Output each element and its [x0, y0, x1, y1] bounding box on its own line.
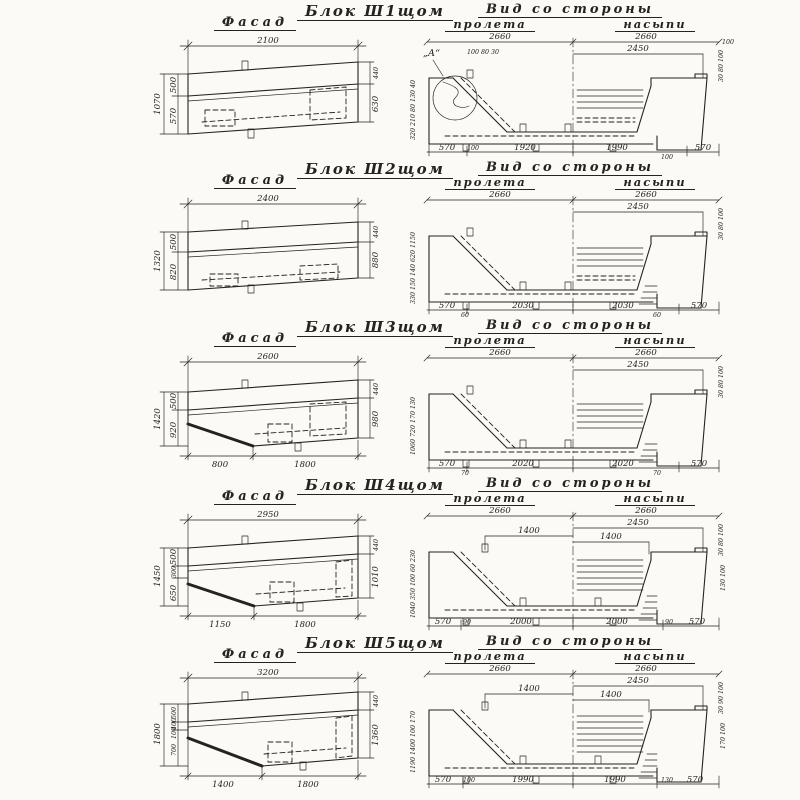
dim-bottom-1: 570	[438, 143, 456, 153]
dim-bottom-4: 570	[690, 301, 708, 311]
side-drawing-sh1	[405, 32, 735, 160]
facade-label: Фасад	[180, 489, 330, 504]
side-panel	[405, 160, 735, 318]
col-embankment-label: насыпи	[615, 649, 694, 664]
dim-left-2: 300	[171, 565, 178, 579]
dim-bottom-3: 2000	[510, 617, 532, 627]
dim-bottom-2: 100	[466, 145, 480, 152]
facade-drawing-sh4	[150, 504, 385, 639]
facade-panel	[150, 2, 385, 165]
dim-left-2: 920	[169, 421, 179, 439]
block-title-text: Блок Ш3щом	[297, 318, 453, 337]
block-title-text: Блок Ш5щом	[297, 634, 453, 653]
dim-bottom-3: 1990	[512, 775, 534, 785]
block-title	[270, 634, 480, 652]
dim-bottom-left: 1400	[212, 780, 234, 790]
col-span-label: пролета	[445, 333, 534, 348]
dim-bottom-right: 1800	[294, 460, 316, 470]
facade-drawing-sh5	[150, 662, 385, 797]
block-title	[270, 2, 480, 20]
dim-left-4: 700	[171, 743, 178, 757]
right-small-dims: 30 80 100	[718, 207, 725, 241]
side-drawing-sh2	[405, 190, 735, 318]
dim-inner-span: 2450	[627, 676, 649, 686]
side-panel	[405, 2, 735, 160]
dim-left-1: 500	[169, 76, 179, 94]
col-embankment-label: насыпи	[615, 17, 694, 32]
dim-bottom-1: 570	[434, 775, 452, 785]
dim-inner-span: 2450	[627, 44, 649, 54]
dim-left-total: 1320	[153, 250, 163, 272]
right-note: 100	[722, 39, 735, 46]
side-panel	[405, 318, 735, 476]
dim-bottom-5: 130	[660, 777, 674, 784]
dim-bottom-3: 2020	[612, 459, 634, 469]
block-section-sh5	[0, 634, 800, 792]
dim-bottom-5: 570	[694, 143, 712, 153]
side-view-heading: Вид со стороны	[405, 476, 735, 491]
block-title-text: Блок Ш4щом	[297, 476, 453, 495]
right-small-dims: 30 80 100	[718, 49, 725, 83]
dim-bottom-6: 570	[686, 775, 704, 785]
right-small-dims: 30 80 100	[718, 523, 725, 557]
dim-bottom-1: 570	[438, 459, 456, 469]
col-span-label: пролета	[445, 491, 534, 506]
dim-left-2: 820	[169, 263, 179, 281]
dim-left-2: 570	[169, 107, 179, 125]
dim-loop-right: 1400	[600, 532, 622, 542]
dim-left-total: 1800	[153, 723, 163, 745]
block-section-sh2	[0, 160, 800, 318]
facade-panel	[150, 160, 385, 323]
facade-label: Фасад	[180, 15, 330, 30]
left-small-dims: 1060 720 170 130	[410, 396, 417, 456]
block-section-sh4	[0, 476, 800, 634]
dim-left-3: 100	[171, 726, 178, 740]
dim-bottom-4: 2000	[606, 617, 628, 627]
dim-inner-span: 2450	[627, 360, 649, 370]
dim-left-3: 650	[169, 584, 179, 602]
left-small-dims: 330 150 140 620 1150	[410, 231, 417, 305]
right-small-dims: 30 90 100	[718, 681, 725, 715]
facade-drawing-sh2	[150, 188, 385, 323]
dim-facade-width: 3200	[257, 668, 279, 678]
facade-panel	[150, 318, 385, 481]
block-title	[270, 476, 480, 494]
detail-dims: 100 80 30	[467, 49, 500, 56]
dim-bottom-4: 1990	[606, 143, 628, 153]
dim-bottom-2: 90	[462, 619, 472, 626]
dim-left-1: 500	[171, 706, 178, 720]
dim-facade-width: 2400	[257, 194, 279, 204]
dim-inner-span: 2450	[627, 518, 649, 528]
dim-bottom-4: 570	[690, 459, 708, 469]
side-panel	[405, 634, 735, 792]
dim-facade-width: 2100	[257, 36, 279, 46]
dim-bottom-3: 2030	[612, 301, 634, 311]
dim-right-2: 1360	[371, 724, 381, 746]
facade-panel	[150, 634, 385, 797]
dim-loop-left: 1400	[518, 684, 540, 694]
block-title-text: Блок Ш2щом	[297, 160, 453, 179]
dim-span-left: 2660	[489, 348, 511, 358]
dim-right-2: 1010	[371, 566, 381, 588]
col-span-label: пролета	[445, 17, 534, 32]
bottom-note-2: 70	[652, 470, 662, 476]
dim-span-right: 2660	[635, 32, 657, 42]
side-view-heading: Вид со стороны	[405, 634, 735, 649]
dim-bottom-3: 1920	[514, 143, 536, 153]
dim-span-right: 2660	[635, 348, 657, 358]
facade-label: Фасад	[180, 173, 330, 188]
dim-left-total: 1420	[153, 408, 163, 430]
dim-right-2: 630	[371, 95, 381, 113]
dim-bottom-5: 90	[664, 619, 674, 626]
col-embankment-label: насыпи	[615, 491, 694, 506]
dim-bottom-2: 2020	[512, 459, 534, 469]
right-col-dims: 130 100	[720, 564, 727, 592]
facade-panel	[150, 476, 385, 639]
dim-bottom-1: 570	[434, 617, 452, 627]
dim-span-left: 2660	[489, 664, 511, 674]
block-title-text: Блок Ш1щом	[297, 2, 453, 21]
right-small-dims: 30 80 100	[718, 365, 725, 399]
dim-bottom-right: 1800	[297, 780, 319, 790]
facade-drawing-sh3	[150, 346, 385, 481]
dim-right-2: 980	[371, 410, 381, 428]
facade-drawing-sh1	[150, 30, 385, 165]
block-title	[270, 318, 480, 336]
dim-left-1: 500	[169, 233, 179, 251]
bottom-note-1: 60	[460, 312, 470, 318]
dim-right-1: 440	[373, 538, 380, 552]
left-small-dims: 1190 1400 100 170	[410, 710, 417, 774]
dim-loop-left: 1400	[518, 526, 540, 536]
bottom-note-2: 60	[652, 312, 662, 318]
dim-bottom-4: 1990	[604, 775, 626, 785]
dim-facade-width: 2950	[257, 510, 279, 520]
dim-right-1: 440	[373, 694, 380, 708]
dim-span-left: 2660	[489, 506, 511, 516]
col-embankment-label: насыпи	[615, 333, 694, 348]
col-span-label: пролета	[445, 649, 534, 664]
dim-left-2: 400	[171, 717, 178, 731]
dim-left-1: 500	[169, 548, 179, 566]
dim-bottom-1: 570	[438, 301, 456, 311]
dim-bottom-2: 100	[462, 777, 476, 784]
dim-span-left: 2660	[489, 190, 511, 200]
dim-bottom-right: 1800	[294, 620, 316, 630]
col-span-label: пролета	[445, 175, 534, 190]
dim-bottom-left: 1150	[209, 620, 231, 630]
block-title	[270, 160, 480, 178]
dim-left-total: 1450	[153, 565, 163, 587]
left-small-dims: 1040 350 100 60 230	[410, 549, 417, 619]
left-small-dims: 320 210 80 130 40	[410, 79, 417, 141]
dim-span-right: 2660	[635, 506, 657, 516]
side-view-heading: Вид со стороны	[405, 318, 735, 333]
bottom-note: 100	[660, 154, 674, 160]
dim-span-left: 2660	[489, 32, 511, 42]
dim-bottom-left: 800	[211, 460, 229, 470]
dim-right-1: 440	[373, 225, 380, 239]
right-col-dims: 170 100	[720, 722, 727, 750]
side-drawing-sh4	[405, 506, 735, 634]
dim-bottom-6: 570	[688, 617, 706, 627]
side-view-heading: Вид со стороны	[405, 160, 735, 175]
side-drawing-sh5	[405, 664, 735, 792]
detail-label: „А“	[423, 48, 440, 59]
dim-left-total: 1070	[153, 93, 163, 115]
dim-bottom-2: 2030	[512, 301, 534, 311]
side-view-heading: Вид со стороны	[405, 2, 735, 17]
dim-inner-span: 2450	[627, 202, 649, 212]
dim-loop-right: 1400	[600, 690, 622, 700]
side-drawing-sh3	[405, 348, 735, 476]
dim-span-right: 2660	[635, 190, 657, 200]
side-panel	[405, 476, 735, 634]
block-section-sh1	[0, 2, 800, 160]
dim-right-2: 880	[371, 251, 381, 269]
dim-span-right: 2660	[635, 664, 657, 674]
facade-label: Фасад	[180, 647, 330, 662]
block-section-sh3	[0, 318, 800, 476]
col-embankment-label: насыпи	[615, 175, 694, 190]
facade-label: Фасад	[180, 331, 330, 346]
dim-right-1: 440	[373, 382, 380, 396]
bottom-note-1: 70	[460, 470, 470, 476]
dim-left-1: 500	[169, 392, 179, 410]
dim-facade-width: 2600	[257, 352, 279, 362]
dim-right-1: 440	[373, 66, 380, 80]
